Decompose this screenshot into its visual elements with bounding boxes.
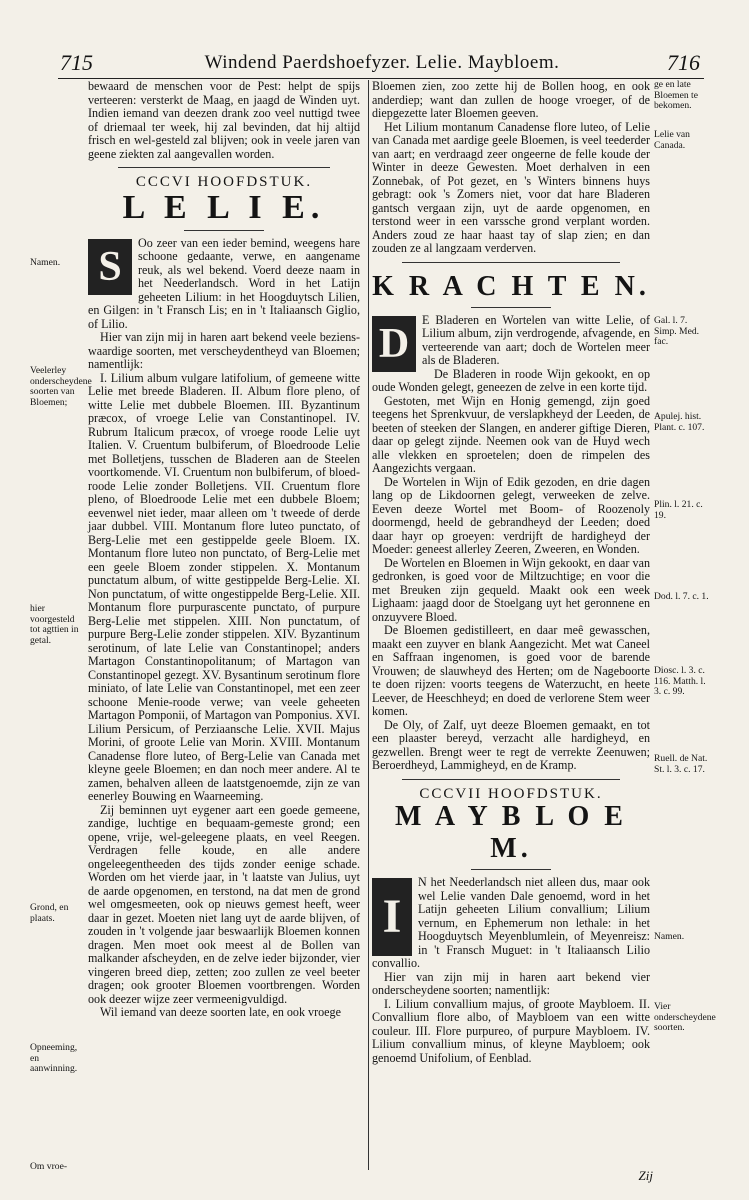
right-column [372, 80, 650, 1065]
paragraph: De Bladeren in roode Wijn gekookt, en op oude Wonden gelegt, geneezen de zelve in een korte tijd. [372, 366, 650, 394]
paragraph: E Bladeren en Wortelen van witte Lelie, of Lilium album, zijn verdrogende, afvagende, en verteerende van aart; doch de Wortelen meer als de Bladeren. [422, 312, 650, 367]
margin-note: Om vroe- [30, 1161, 68, 1172]
margin-note: Apulej. hist. Plant. c. 107. [654, 411, 705, 433]
margin-note: Opneeming, en aanwinning. [30, 1042, 78, 1074]
title-rule [471, 307, 551, 308]
running-title: Windend Paerdshoefyzer. Lelie. Maybloem. [204, 52, 560, 73]
margin-note: Namen. [30, 257, 61, 268]
margin-note: Lelie van Canada. [654, 129, 690, 151]
paragraph: Oo zeer van een ieder bemind, weegens hare schoone gedaante, verwe, en aangename reuk, als wel bekend. Voerd deeze naam in het Neederlandsch. Word in het Latijn geheeten Lilium: in het Hoogduytsch Lilien, en Gilgen: in 't Fransch Lis; en in 't Italiaansch Giglio, of Lilio. [88, 235, 360, 331]
chapter-heading: CCCVII HOOFDSTUK. [419, 785, 603, 802]
running-header [60, 50, 700, 76]
drop-cap: D [372, 316, 416, 372]
paragraph: Wil iemand van deeze soorten late, en ook vroege [100, 1005, 341, 1019]
margin-note: Plin. l. 21. c. 19. [654, 499, 703, 521]
chapter-heading: CCCVI HOOFDSTUK. [135, 174, 313, 190]
margin-note: ge en late Bloemen te bekomen. [654, 79, 698, 111]
drop-cap: I [372, 878, 412, 956]
chapter-title: L E L I E. [122, 188, 326, 226]
page-number-right: 716 [667, 50, 700, 75]
paragraph: De Oly, of Zalf, uyt deeze Bloemen gemaakt, en tot een plaaster bereyd, verzacht alle hardigheyd, en gezwellen. Brengt weer te regt de verrekte Zeenuwen; Beroerdheyd, Lammigheyd, en de Kramp. [372, 717, 650, 772]
catchword: Zij [638, 1168, 653, 1183]
drop-cap: S [88, 239, 132, 295]
paragraph: I. Lilium convallium majus, of groote Maybloem. II. Convallium flore albo, of Maybloem van een witte couleur. III. Flore purpureo, of purpure Maybloem. IV. Lilium convallium minus, of kleyne Maybloem; ook genoemd Unifolium, of Eenblad. [372, 996, 650, 1065]
section-rule [118, 167, 330, 168]
paragraph: De Bloemen gedistilleert, en daar meê gewasschen, maakt een zuyver en blank Aangezicht. Met wat Caneel en Saffraan ingenomen, is goed voor de barende Vrouwen; de slauwheyd des Herten; om de Nageboorte te doen rijzen: voorts teegens de Waterzucht, en heete Leever, de Heeschheyd; en doed de verlorene Stem weer komen. [372, 623, 650, 718]
paragraph: N het Neederlandsch niet alleen dus, maar ook wel Lelie vanden Dale genoemd, word in het Latijn geheeten Lilium convallium; Lilium vernum, en Ephemerum non lethale: in het Hoogduytsch Meyenblumlein, of Meyenreisz: in 't Fransch Muguet: in 't Italiaansch Lilio convallio. [372, 875, 650, 970]
section-rule [402, 262, 620, 263]
margin-note: Grond, en plaats. [30, 902, 69, 924]
margin-note: Namen. [654, 931, 685, 942]
paragraph: Hier van zijn mij in haren aart bekend veele beziens-waardige soorten, met verscheydentheyd van Bloemen; namentlijk: [88, 330, 360, 371]
section-title: K R A C H T E N. [372, 270, 650, 302]
margin-note: hier voorgesteld tot agttien in getal. [30, 603, 79, 646]
paragraph: Zij beminnen uyt eygener aart een goede gemeene, zandige, luchtige en bequaam-gemeste grond; een opene, vrije, wel-geleegene plaats, en veel Reegen. Verdragen felle koude, en alle andere ongeleegentheeden des tijds zonder eenige schade. Worden om het vierde jaar, in 't laatste van Julius, uyt de aarde opgenomen, en terstond, na dat men de grond wel omgesmeeten, ook op nieuws gemest heeft, weer daar in gezet. Moeten niet lang uyt de aarde blijven, of zouden in 't volgende jaar beswaarlijk Bloemen konnen dragen. Men moet ook meest al de Bollen van malkander afscheyden, en de zelve ieder bijzonder, vier vingeren breed diep, zetten; zoo zullen ze veel beeter dragen; ook grooter Bloemen voortbrengen. Worden ook deezer wijze zeer vermeenigvuldigd. [88, 802, 360, 1006]
paragraph: bewaard de menschen voor de Pest: helpt de spijs verteeren: versterkt de Maag, en jaagd de Winden uyt. Indien iemand van deezen drank zoo veel nuttigd twee of driemaal ter week, hij zal bevinden, dat hij altijd frisch en wel-gesteld zal blijven; ook in veele jaren van geene ziekten zal aangevallen worden. [88, 79, 360, 161]
column-divider [368, 80, 369, 1170]
section-rule [402, 779, 620, 780]
paragraph: Gestoten, met Wijn en Honig gemengd, zijn goed teegens het Sprenkvuur, de verslapkheyd der Leeden, de beeten of steeken der Slangen, en anderer giftige Dieren, daar op gelegt zijnde. Neemen ook van de Huyd wech alle vlekken en sproetelen; doen de rimpelen des Aangezichts vergaan. [372, 393, 650, 475]
margin-note: Dod. l. 7. c. 1. [654, 591, 709, 602]
chapter-title: M A Y B L O E M. [395, 801, 627, 864]
paragraph: Bloemen zien, zoo zette hij de Bollen hoog, en ook anderdiep; want dan zullen de hooge vroeger, of de diepgezette later Bloemen geeven. [372, 79, 650, 120]
margin-note: Veelerley onderscheydene soorten van Bloemen; [30, 365, 92, 408]
page-number-left: 715 [60, 50, 93, 75]
margin-note: Diosc. l. 3. c. 116. Matth. l. 3. c. 99. [654, 665, 706, 697]
paragraph: Het Lilium montanum Canadense flore luteo, of Lelie van Canada met aardige geele Bloemen, is veel teederder van aart; en verdraagd zeer ongeerne de felle koude der Winter in deeze Gewesten. Moet derhalven in een Zonnebak, of Pot gezet, en 's Winters binnens huys gebragt: ook 's Zomers niet, voor dat hare Bladeren gantsch vergaan zijn, uyt de aarde opgenomen, en terstond weer in een varssche grond verplant worden. Anders zoud ze haar haast tay of slap zien; en dan zouden ze al langzaam verderven. [372, 119, 650, 255]
paragraph: Hier van zijn mij in haren aart bekend vier onderscheydene soorten; namentlijk: [372, 969, 650, 997]
margin-note: Gal. l. 7. Simp. Med. fac. [654, 315, 700, 347]
left-column [88, 80, 360, 1020]
paragraph: De Wortelen en Bloemen in Wijn gekookt, en daar van gedronken, is goed voor de Miltzuchtige; en voor die met Breuken zijn gequeld. Maakt ook een week Lighaam: jaagd door de Stoelgang uyt het geronnene en onzuyvere Bloed. [372, 555, 650, 624]
title-rule [471, 869, 551, 870]
paragraph: I. Lilium album vulgare latifolium, of gemeene witte Lelie met breede Bladeren. II. Album flore pleno, of witte Lelie met dubbele Bloemen. III. Byzantinum præcox, of vroege Lelie van Constantinopel. IV. Rubrum Italicum præcox, of vroege roode Lelie uyt Italien. V. Cruentum bulbiferum, of Bloedroode Lelie met Bolletjens, tusschen de Bladeren aan de Steelen voortkomende. VI. Cruentum non bulbiferum, of bloed-roode Lelie zonder Bolletjens. VII. Cruentum flore pleno, of Bloedroode Lelie met een dubbele Bloem; eevenwel niet ieder, maar alleen om 't tweede of derde jaar dubbel. VIII. Montanum flore luteo punctato, of Berg-Lelie met een gestippelde geele Bloem. IX. Montanum flore luteo non punctato, of Berg-Lelie met een geele Bloem zonder stippelen. X. Montanum punctatum album, of witte gestippelde Berg-Lelie. XI. Non punctatum, of witte ongestippelde Berg-Lelie. XII. Montanum flore purpurascente punctato, of purpure Berg-Lelie met stippelen. XIII. Non punctatum, of purpure Berg-Lelie zonder stippelen. XIV. Byzantinum serotinum, of late Lelie van Constantinopel; anders Martagon Constantinopolitanum; of Martagon van Constantinopel gezegt. XV. Bysantinum serotinum flore miniato, of late Lelie van Constantinopel, met een zeer schoone Menie-roode verwe; van veele geheeten Martagon Pomponii, of Martagon van Pomponius. XVI. Lilium Persicum, of Perziaansche Lelie. XVII. Majus Morini, of groote Lelie van Morin. XVIII. Montanum Canadense flore luteo, of Berg-Lelie van Canada met kleyne geele Bloemen; en dan noch meer andere. Al te zamen, behalven alleen de laatstgenoemde, zijn ze van eenerley Bouwing en Waarneeming. [88, 370, 360, 803]
margin-note: Ruell. de Nat. St. l. 3. c. 17. [654, 753, 708, 775]
paragraph: De Wortelen in Wijn of Edik gezoden, en drie dagen lang op de Likdoornen gelegt, verweeken de zelve. Eeven deeze Wortel met Boom- of Roozenoly doormengd, heeld de gebrandheyd der Leeden; doed daar hayr op groeyen: verdrijft de hardigheyd der Moeder: geneest allerley Zeeren, Zweeren, en Wonden. [372, 474, 650, 556]
margin-note: Vier onderscheydene soorten. [654, 1001, 716, 1033]
title-rule [184, 230, 264, 231]
